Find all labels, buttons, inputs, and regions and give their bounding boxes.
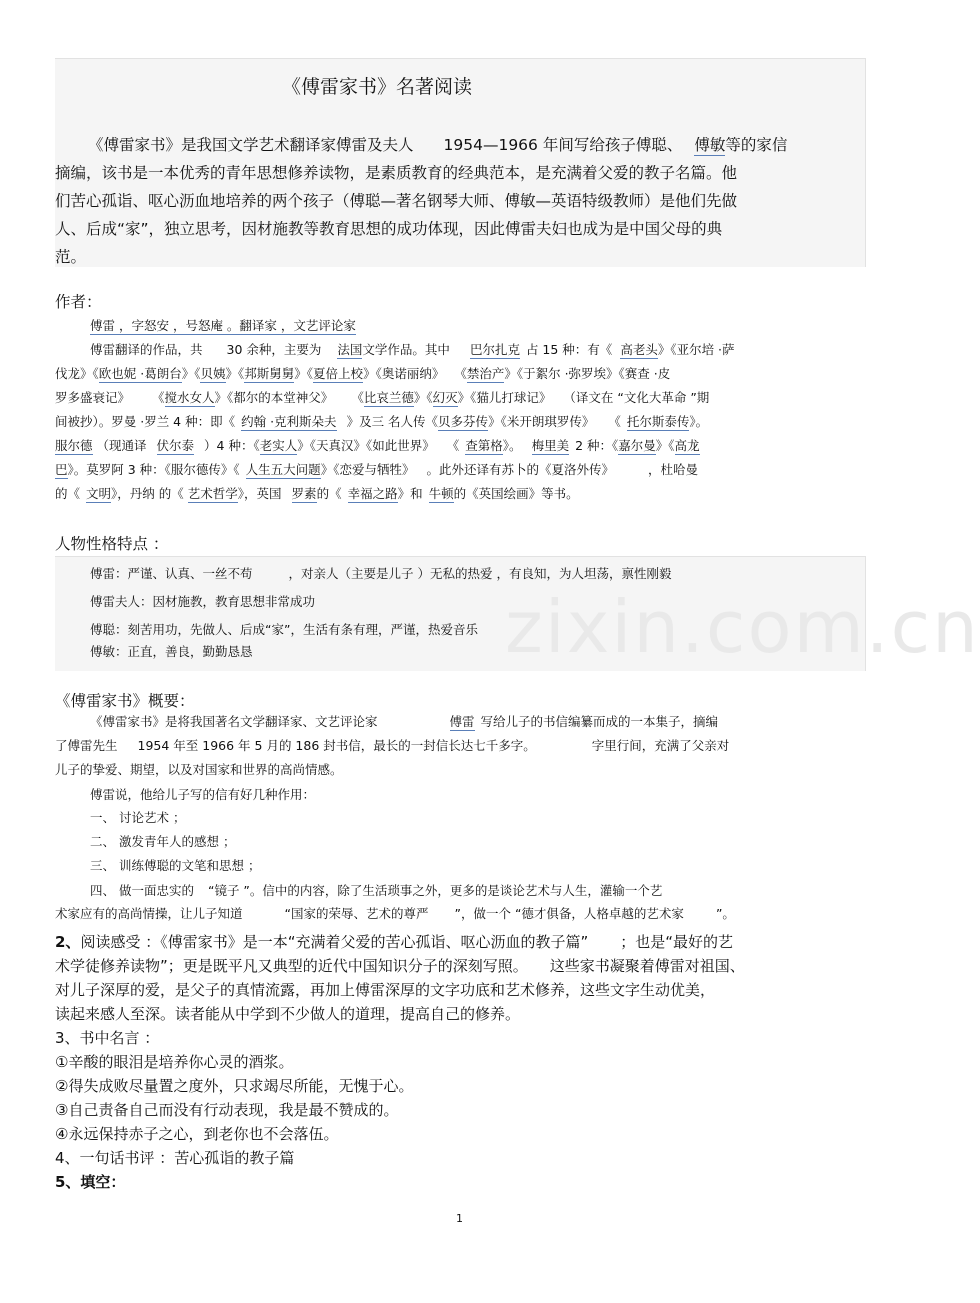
overview-heading: 《傅雷家书》概要： bbox=[55, 692, 195, 710]
fill-in-heading: 5、填空： bbox=[55, 1173, 126, 1191]
overview-line-2: 了傅雷先生 1954 年至 1966 年 5 月的 186 封书信，最长的一封信长达七千多字。 字里行间，充满了父亲对 bbox=[55, 738, 730, 753]
overview-line-3: 儿子的挚爱、期望，以及对国家和世界的高尚情感。 bbox=[55, 762, 343, 777]
overview-item-1: 一、 讨论艺术 ； bbox=[90, 810, 186, 825]
author-row-1: 傅雷 ，字怒安 ，号怒庵 。翻译家 ，文艺评论家 bbox=[90, 318, 356, 333]
intro-line-1: 《傅雷家书》是我国文学艺术翻译家傅雷及夫人 1954—1966 年间写给孩子傅聪、 傅敏等的家信 bbox=[88, 136, 788, 154]
trait-fu-cong: 傅聪：刻苦用功，先做人、后成“家”，生活有条有理，严谨，热爱音乐 bbox=[90, 622, 478, 637]
author-row-7: 巴》。莫罗阿 3 种：《服尔德传》《 人生五大问题》《恋爱与牺牲》 。此外还译有苏卜的《夏洛外传》 ，杜哈曼 bbox=[55, 462, 698, 477]
quotes-heading: 3、书中名言 ： bbox=[55, 1029, 160, 1047]
page-number: 1 bbox=[456, 1212, 463, 1225]
trait-fu-lei: 傅雷：严谨、认真、一丝不苟 ，对亲人（主要是儿子 ）无私的热爱 ，有良知，为人坦荡，禀性刚毅 bbox=[90, 566, 672, 581]
quote-4: ④永远保持赤子之心，到老你也不会落伍。 bbox=[55, 1125, 339, 1143]
page-title: 《傅雷家书》名著阅读 bbox=[282, 76, 473, 98]
author-row-2: 傅雷翻译的作品，共 30 余种，主要为 法国文学作品。其中 巴尔扎克 占 15 种：有《 高老头》《亚尔培 ·萨 bbox=[90, 342, 735, 357]
reading-impression-line-3: 对儿子深厚的爱，是父子的真情流露，再加上傅雷深厚的文字功底和艺术修养，这些文字生动优美， bbox=[55, 981, 716, 999]
author-row-6: 服尔德 （现通译 伏尔泰 ）4 种：《老实人》《天真汉》《如此世界》 《 查第格》。 梅里美 2 种：《嘉尔曼》《高龙 bbox=[55, 438, 700, 453]
reading-impression-line-1: 2、阅读感受 ：《傅雷家书》是一本“充满着父爱的苦心孤诣、呕心沥血的教子篇” ；也是“最好的艺 bbox=[55, 933, 734, 951]
author-row-5: 间被抄）。罗曼 ·罗兰 4 种：即《 约翰 ·克利斯朵夫 》及三 名人传《贝多芬传》《米开朗琪罗传》 《 托尔斯泰传》。 bbox=[55, 414, 709, 429]
overview-line-9: 术家应有的高尚情操，让儿子知道 “国家的荣辱、艺术的尊严 ”，做一个 “德才俱备，人格卓越的艺术家 ”。 bbox=[55, 906, 735, 921]
author-heading: 作者： bbox=[55, 293, 102, 311]
overview-item-2: 二、 激发青年人的感想 ； bbox=[90, 834, 236, 849]
overview-line-1: 《傅雷家书》是将我国著名文学翻译家、文艺评论家 傅雷 写给儿子的书信编纂而成的一本集子，摘编 bbox=[90, 714, 719, 729]
reading-impression-line-4: 读起来感人至深。读者能从中学到不少做人的道理，提高自己的修养。 bbox=[55, 1005, 521, 1023]
author-row-3: 伐龙》《欧也妮 ·葛朗台》《贝姨》《邦斯舅舅》《夏倍上校》《奥诺丽纳》 《禁治产》《于絮尔 ·弥罗埃》《赛查 ·皮 bbox=[55, 366, 671, 381]
author-row-8: 的《 文明》，丹纳 的《 艺术哲学》，英国 罗素的《 幸福之路》和 牛顿的《英国绘画》等书。 bbox=[55, 486, 579, 501]
intro-line-5: 范。 bbox=[55, 248, 87, 266]
overview-item-3: 三、 训练傅聪的文笔和思想 ； bbox=[90, 858, 261, 873]
author-row-4: 罗多盛衰记》 《搅水女人》《都尔的本堂神父》 《比哀兰德》《幻灭》《猫儿打球记》 （译文在 “文化大革命 ”期 bbox=[55, 390, 710, 405]
trait-fu-lei-wife: 傅雷夫人：因材施教，教育思想非常成功 bbox=[90, 594, 316, 609]
trait-fu-min: 傅敏：正直，善良，勤勤恳恳 bbox=[90, 644, 253, 659]
quote-2: ②得失成败尽量置之度外，只求竭尽所能，无愧于心。 bbox=[55, 1077, 414, 1095]
intro-line-4: 人、后成“家”，独立思考，因材施教等教育思想的成功体现，因此傅雷夫妇也成为是中国父母的典 bbox=[55, 220, 723, 238]
overview-line-4: 傅雷说，他给儿子写的信有好几种作用： bbox=[90, 787, 316, 802]
quote-1: ①辛酸的眼泪是培养你心灵的酒浆。 bbox=[55, 1053, 294, 1071]
quote-3: ③自己责备自己而没有行动表现，我是最不赞成的。 bbox=[55, 1101, 399, 1119]
intro-line-2: 摘编，该书是一本优秀的青年思想修养读物，是素质教育的经典范本，是充满着父爱的教子名篇。他 bbox=[55, 164, 738, 182]
intro-line-3: 们苦心孤诣、呕心沥血地培养的两个孩子（傅聪—著名钢琴大师、傅敏—英语特级教师）是他们先做 bbox=[55, 192, 738, 210]
reading-impression-line-2: 术学徒修养读物”；更是既平凡又典型的近代中国知识分子的深刻写照。 这些家书凝聚着傅雷对祖国、 bbox=[55, 957, 745, 975]
one-line-review: 4、一句话书评 ：苦心孤诣的教子篇 bbox=[55, 1149, 295, 1167]
traits-heading: 人物性格特点 ： bbox=[55, 535, 169, 553]
watermark: zixin.com.cn bbox=[505, 585, 980, 669]
overview-item-4: 四、 做一面忠实的 “镜子 ”。信中的内容，除了生活琐事之外，更多的是谈论艺术与人生，灌输一个艺 bbox=[90, 883, 663, 898]
